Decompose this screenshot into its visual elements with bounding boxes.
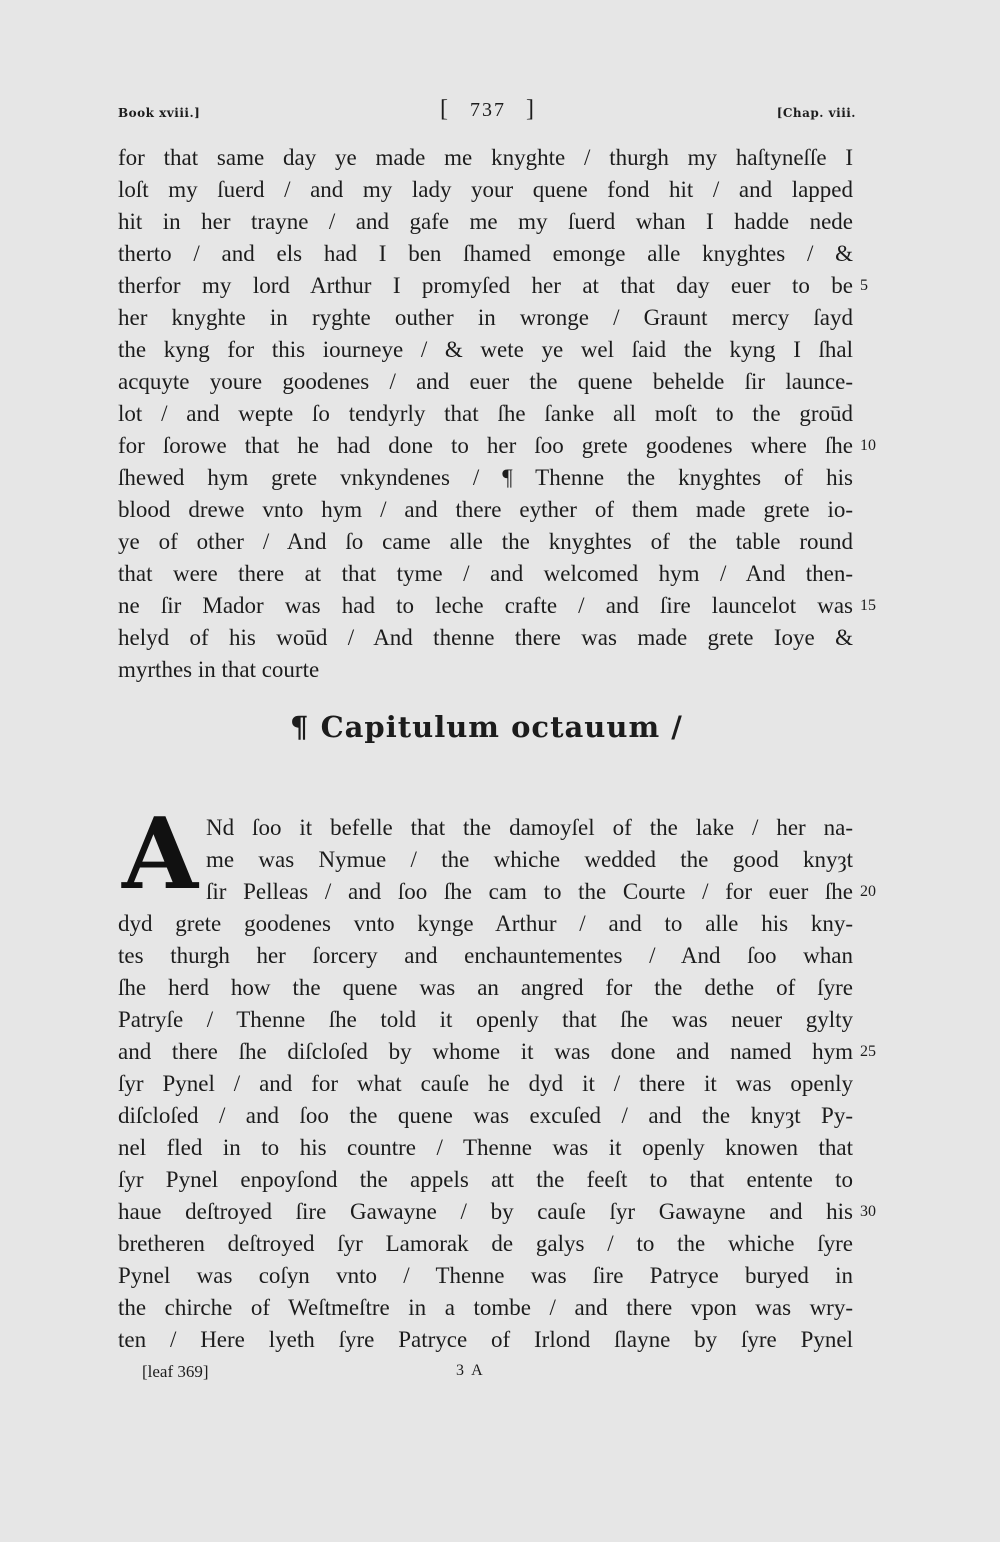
line-text: ye of other / And ſo came alle the knyghtes of the table round — [118, 529, 853, 554]
line-text: for that same day ye made me knyghte / thurgh my haſtyneſſe I — [118, 145, 853, 170]
chapter-heading-text: Capitulum octauum / — [320, 710, 683, 744]
text-line — [118, 1100, 853, 1132]
line-text: myrthes in that courte — [118, 657, 320, 682]
line-text: ſir Pelleas / and ſoo ſhe cam to the Courte / for euer ſhe — [206, 879, 853, 904]
line-text: and there ſhe diſcloſed by whome it was done and named hym — [118, 1039, 853, 1064]
text-line — [118, 940, 853, 972]
line-text: the chirche of Weſtmeſtre in a tombe / and there vpon was wry- — [118, 1295, 853, 1320]
line-number: 15 — [860, 597, 876, 614]
text-line — [118, 494, 853, 526]
page-footer — [142, 1362, 842, 1392]
line-text: hit in her trayne / and gafe me my ſuerd whan I hadde nede — [118, 209, 853, 234]
text-line — [118, 1324, 853, 1356]
text-line — [206, 844, 853, 876]
line-text: haue deſtroyed ſire Gawayne / by cauſe ſyr Gawayne and his — [118, 1199, 853, 1224]
page-number: 737 — [470, 99, 506, 121]
chapter-heading — [290, 710, 683, 744]
text-line — [206, 812, 853, 844]
text-line — [118, 654, 853, 686]
text-line — [118, 270, 868, 302]
text-line — [118, 430, 876, 462]
line-text: ſyr Pynel / and for what cauſe he dyd it / there it was openly — [118, 1071, 853, 1096]
line-text: dyd grete goodenes vnto kynge Arthur / and to alle his kny- — [118, 911, 853, 936]
line-number: 20 — [860, 883, 876, 900]
line-text: Pynel was coſyn vnto / Thenne was ſire Patryce buryed in — [118, 1263, 853, 1288]
text-line — [118, 972, 853, 1004]
pilcrow-icon: ¶ — [290, 710, 310, 744]
line-text: ſyr Pynel enpoyſond the appels att the feeſt to that entente to — [118, 1167, 853, 1192]
line-text: nel fled in to his countre / Thenne was it openly knowen that — [118, 1135, 853, 1160]
line-text: diſcloſed / and ſoo the quene was excuſed / and the knyȝt Py- — [118, 1103, 853, 1128]
text-line — [118, 1004, 853, 1036]
text-line — [118, 622, 853, 654]
text-line — [206, 876, 876, 908]
line-text: me was Nymue / the whiche wedded the good knyȝt — [206, 847, 853, 872]
drop-cap-letter: A — [121, 797, 199, 912]
text-line — [118, 526, 853, 558]
line-number: 10 — [860, 437, 876, 454]
text-line — [118, 206, 853, 238]
text-line — [118, 398, 853, 430]
line-text: the kyng for this iourneye / & wete ye wel ſaid the kyng I ſhal — [118, 337, 853, 362]
page-number-block — [440, 96, 536, 123]
line-text: therto / and els had I ben ſhamed emonge alle knyghtes / & — [118, 241, 853, 266]
text-line — [118, 590, 876, 622]
line-text: for ſorowe that he had done to her ſoo grete goodenes where ſhe — [118, 433, 853, 458]
line-text: her knyghte in ryghte outher in wronge / Graunt mercy ſayd — [118, 305, 853, 330]
line-number: 5 — [860, 277, 868, 294]
text-line — [118, 302, 853, 334]
text-line — [118, 238, 853, 270]
signature-mark: 3 A — [456, 1362, 485, 1379]
dropcap-indented-lines — [118, 812, 876, 908]
text-line — [118, 558, 853, 590]
text-line — [118, 1164, 853, 1196]
bracket-open: [ — [440, 96, 450, 122]
line-text: ten / Here lyeth ſyre Patryce of Irlond ſlayne by ſyre Pynel — [118, 1327, 853, 1352]
line-text: ſhewed hym grete vnkyndenes / ¶ Thenne the knyghtes of his — [118, 465, 853, 490]
text-line — [118, 334, 853, 366]
bracket-close: ] — [526, 96, 536, 122]
text-line — [118, 1292, 853, 1324]
line-number: 25 — [860, 1043, 876, 1060]
text-line — [118, 462, 853, 494]
text-line — [118, 1068, 853, 1100]
text-line — [118, 1228, 853, 1260]
line-text: Patryſe / Thenne ſhe told it openly that ſhe was neuer gylty — [118, 1007, 853, 1032]
text-line — [118, 1196, 876, 1228]
paragraph-chapter-eight — [118, 812, 876, 1356]
paragraph-body-lines — [118, 908, 876, 1356]
text-line — [118, 908, 853, 940]
line-text: tes thurgh her ſorcery and enchauntementes / And ſoo whan — [118, 943, 853, 968]
line-text: bretheren deſtroyed ſyr Lamorak de galys / to the whiche ſyre — [118, 1231, 853, 1256]
paragraph-continuation — [118, 142, 876, 686]
text-line — [118, 1036, 876, 1068]
line-text: blood drewe vnto hym / and there eyther of them made grete io- — [118, 497, 853, 522]
leaf-number: [leaf 369] — [142, 1362, 209, 1381]
text-line — [118, 1132, 853, 1164]
line-text: loſt my ſuerd / and my lady your quene fond hit / and lapped — [118, 177, 853, 202]
line-text: ne ſir Mador was had to leche crafte / and ſire launcelot was — [118, 593, 853, 618]
running-head-book: Book xviii.] — [118, 106, 201, 120]
text-line — [118, 174, 853, 206]
running-head-chapter: [Chap. viii. — [776, 106, 856, 120]
text-line — [118, 366, 853, 398]
line-number: 30 — [860, 1203, 876, 1220]
line-text: Nd ſoo it befelle that the damoyſel of the lake / her na- — [206, 815, 853, 840]
line-text: lot / and wepte ſo tendyrly that ſhe ſanke all moſt to the groūd — [118, 401, 853, 426]
line-text: that were there at that tyme / and welcomed hym / And then- — [118, 561, 853, 586]
line-text: ſhe herd how the quene was an angred for the dethe of ſyre — [118, 975, 853, 1000]
text-line — [118, 142, 853, 174]
line-text: helyd of his woūd / And thenne there was made grete Ioye & — [118, 625, 853, 650]
line-text: therfor my lord Arthur I promyſed her at that day euer to be — [118, 273, 853, 298]
line-text: acquyte youre goodenes / and euer the quene behelde ſir launce- — [118, 369, 853, 394]
text-line — [118, 1260, 853, 1292]
running-head — [118, 96, 856, 136]
